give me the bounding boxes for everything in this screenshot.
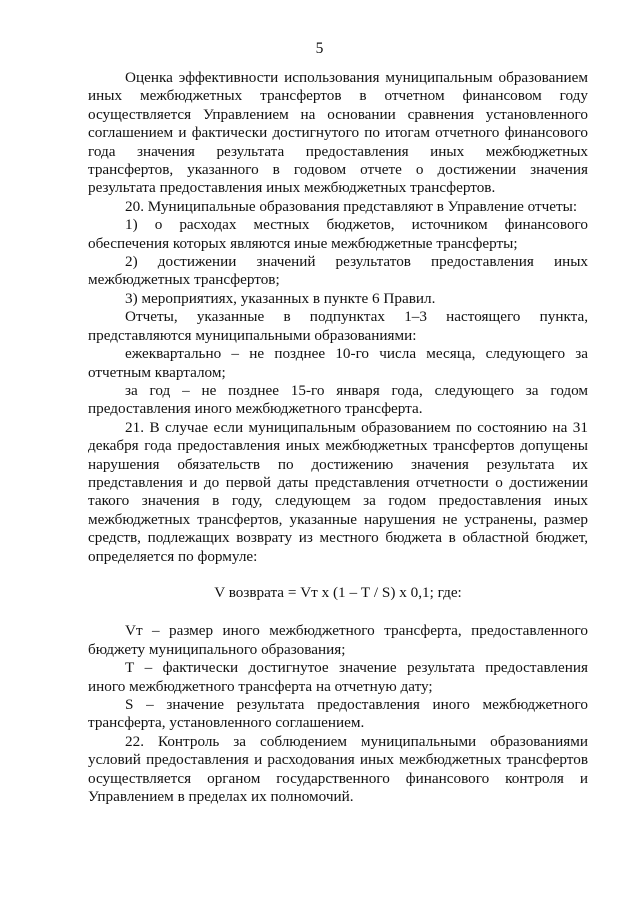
paragraph-s-definition: S – значение результата предоставления иного межбюджетного трансферта, установленного соглашением. xyxy=(88,696,588,732)
paragraph-annual: за год – не позднее 15-го января года, следующего за годом предоставления иного межбюджетного трансферта. xyxy=(88,381,588,418)
refund-formula: V возврата = Vт х (1 – Т / S) х 0,1; где: xyxy=(214,583,462,601)
paragraph-t-definition: Т – фактически достигнутое значение результата предоставления иного межбюджетного трансферта на отчетную дату; xyxy=(88,659,588,695)
paragraph-vt-definition: Vт – размер иного межбюджетного трансферта, предоставленного бюджету муниципального образования; xyxy=(88,622,588,658)
paragraph-20-item-1: 1) о расходах местных бюджетов, источником финансового обеспечения которых являются иные межбюджетные трансферты; xyxy=(88,216,588,252)
paragraph-20-item-3: 3) мероприятиях, указанных в пункте 6 Правил. xyxy=(125,289,436,307)
document-body xyxy=(88,69,588,806)
paragraph-21: 21. В случае если муниципальным образованием по состоянию на 31 декабря года предоставления иных межбюджетных трансфертов допущены нарушения обязательств по достижению значения результата их представления и до первой даты представления отчетности о достижении такого значения в году, следующем за годом предоставления иных межбюджетных трансфертов, указанные нарушения не устранены, размер средств, подлежащих возврату из местного бюджета в областной бюджет, определяется по формуле: xyxy=(88,418,588,565)
paragraph-quarterly: ежеквартально – не позднее 10-го числа месяца, следующего за отчетным кварталом; xyxy=(88,345,588,381)
paragraph-20: 20. Муниципальные образования представляют в Управление отчеты: xyxy=(125,197,578,215)
paragraph-20-item-2: 2) достижении значений результатов предоставления иных межбюджетных трансфертов; xyxy=(88,253,588,289)
page-number: 5 xyxy=(315,40,324,57)
paragraph-22: 22. Контроль за соблюдением муниципальными образованиями условий предоставления и расходования иных межбюджетных трансфертов осуществляется органом государственного финансового контроля и Управлением в пределах их полномочий. xyxy=(88,732,588,806)
paragraph-reports: Отчеты, указанные в подпунктах 1–3 настоящего пункта, представляются муниципальными образованиями: xyxy=(88,308,588,344)
paragraph-evaluation: Оценка эффективности использования муниципальным образованием иных межбюджетных трансфертов в отчетном финансовом году осуществляется Управлением на основании сравнения установленного соглашением и фактически достигнутого по итогам отчетного финансового года значения результата предоставления иных межбюджетных трансфертов, указанного в годовом отчете о достижении значения результата предоставления иных межбюджетных трансфертов. xyxy=(88,69,588,197)
